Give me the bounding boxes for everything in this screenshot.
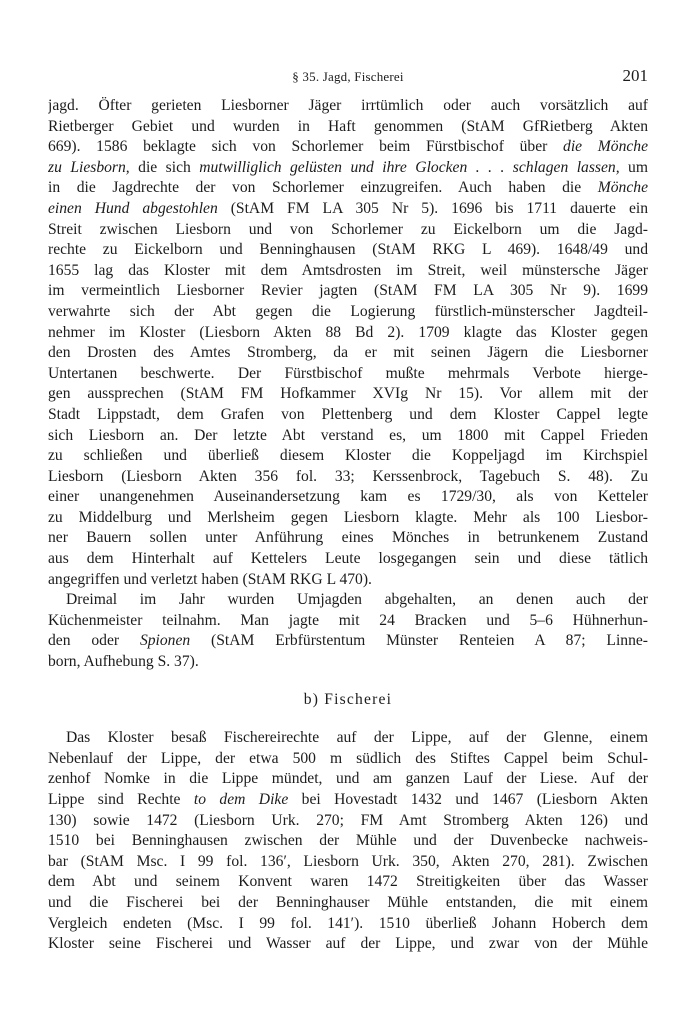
text-line: den Drosten des Amtes Stromberg, da er mit seinen Jägern die Liesborner — [48, 344, 648, 362]
text-line: gen aussprechen (StAM FM Hofkammer XVIg Nr 15). Vor allem mit der — [48, 385, 648, 403]
text-line: und die Fischerei bei der Benninghauser Mühle entstanden, die mit einem — [48, 893, 648, 911]
text-line: einer unangenehmen Auseinandersetzung kam es 1729/30, als von Ketteler — [48, 488, 648, 506]
text-line: dem Abt und seinem Konvent waren 1472 Streitigkeiten über das Wasser — [48, 873, 648, 891]
text-line: im vermeintlich Liesborner Revier jagten (StAM FM LA 305 Nr 9). 1699 — [48, 282, 648, 300]
text-line: zu Liesborn, die sich mutwilliglich gelüsten und ihre Glocken . . . schlagen lassen, um — [48, 158, 648, 176]
italic-span: zu Liesborn, — [48, 158, 130, 176]
text-line: nehmer im Kloster (Liesborn Akten 88 Bd 2). 1709 klagte das Kloster gegen — [48, 323, 648, 341]
text-line: zu Middelburg und Merlsheim gegen Liesborn klagte. Mehr als 100 Liesbor- — [48, 508, 648, 526]
italic-span: mutwilliglich gelüsten und ihre Glocken . . . schlagen lassen, — [199, 158, 620, 176]
running-head: § 35. Jagd, Fischerei — [292, 69, 404, 84]
text-line: Kloster seine Fischerei und Wasser auf der Lippe, und zwar von der Mühle — [48, 935, 648, 953]
italic-span: einen Hund abgestohlen — [48, 199, 218, 217]
text-line: in die Jagdrechte der von Schorlemer einzugreifen. Auch haben die Mönche — [48, 179, 648, 197]
text-line: Rietberger Gebiet und wurden in Haft genommen (StAM GfRietberg Akten — [48, 117, 648, 135]
text-line: ner Bauern sollen unter Anführung eines Mönches in betrunkenem Zustand — [48, 529, 648, 547]
text-line: Stadt Lippstadt, dem Grafen von Plettenberg und dem Kloster Cappel legte — [48, 405, 648, 423]
text-line: 1510 bei Benninghausen zwischen der Mühle und der Duvenbecke nachweis- — [48, 832, 648, 850]
section-heading: b) Fischerei — [303, 690, 393, 708]
italic-span: Spionen — [139, 632, 191, 650]
paragraph — [48, 728, 648, 955]
text-line: zu schließen und überließ diesem Kloster die Koppeljagd im Kirchspiel — [48, 447, 648, 465]
text-line: aus dem Hinterhalt auf Kettelers Leute losgegangen sein und diese tätlich — [48, 550, 648, 568]
text-line: 669). 1586 beklagte sich von Schorlemer beim Fürstbischof über die Mönche — [48, 138, 648, 156]
text-line: Küchenmeister teilnahm. Man jagte mit 24 Bracken und 5–6 Hühnerhun- — [48, 611, 648, 629]
italic-span: Mönche — [597, 179, 648, 197]
italic-span: die Mönche — [563, 138, 648, 156]
text-line: Dreimal im Jahr wurden Umjagden abgehalten, an denen auch der — [66, 591, 648, 609]
paragraph — [48, 96, 648, 590]
page-header — [48, 66, 648, 90]
text-line: Lippe sind Rechte to dem Dike bei Hovestadt 1432 und 1467 (Liesborn Akten — [48, 791, 648, 808]
text-line: Streit zwischen Liesborn und von Schorlemer zu Eickelborn um die Jagd- — [48, 220, 648, 238]
text-line: Liesborn (Liesborn Akten 356 fol. 33; Kerssenbrock, Tagebuch S. 48). Zu — [48, 467, 648, 485]
text-line: born, Aufhebung S. 37). — [48, 653, 199, 671]
text-line: angegriffen und verletzt haben (StAM RKG L 470). — [48, 570, 372, 588]
text-line: Das Kloster besaß Fischereirechte auf der Lippe, auf der Glenne, einem — [66, 729, 648, 747]
text-line: 130) sowie 1472 (Liesborn Urk. 270; FM Amt Stromberg Akten 126) und — [48, 811, 648, 829]
page-number: 201 — [622, 66, 648, 85]
text-line: jagd. Öfter gerieten Liesborner Jäger irrtümlich oder auch vorsätzlich auf — [48, 97, 648, 114]
text-line: sich Liesborn an. Der letzte Abt verstand es, um 1800 mit Cappel Frieden — [48, 426, 648, 444]
text-line: den oder Spionen (StAM Erbfürstentum Münster Renteien A 87; Linne- — [48, 632, 648, 650]
text-line: zenhof Nomke in die Lippe mündet, und am ganzen Lauf der Liese. Auf der — [48, 770, 648, 788]
body-text — [48, 96, 648, 955]
paragraph — [48, 590, 648, 672]
text-line: Vergleich endeten (Msc. I 99 fol. 141′). 1510 überließ Johann Hoberch dem — [48, 914, 648, 932]
text-line: einen Hund abgestohlen (StAM FM LA 305 Nr 5). 1696 bis 1711 dauerte ein — [48, 199, 648, 217]
text-line: bar (StAM Msc. I 99 fol. 136′, Liesborn Urk. 350, Akten 270, 281). Zwischen — [48, 852, 648, 870]
text-line: Nebenlauf der Lippe, der etwa 500 m südlich des Stiftes Cappel beim Schul- — [48, 749, 648, 767]
text-line: rechte zu Eickelborn und Benninghausen (StAM RKG L 469). 1648/49 und — [48, 241, 648, 259]
text-line: 1655 lag das Kloster mit dem Amtsdrosten im Streit, weil münstersche Jäger — [48, 261, 648, 279]
text-line: verwahrte sich der Abt gegen die Logierung fürstlich-münsterscher Jagdteil- — [48, 302, 648, 320]
text-line: Untertanen beschwerte. Der Fürstbischof mußte mehrmals Verbote hierge- — [48, 364, 648, 382]
italic-span: to dem Dike — [193, 791, 289, 808]
